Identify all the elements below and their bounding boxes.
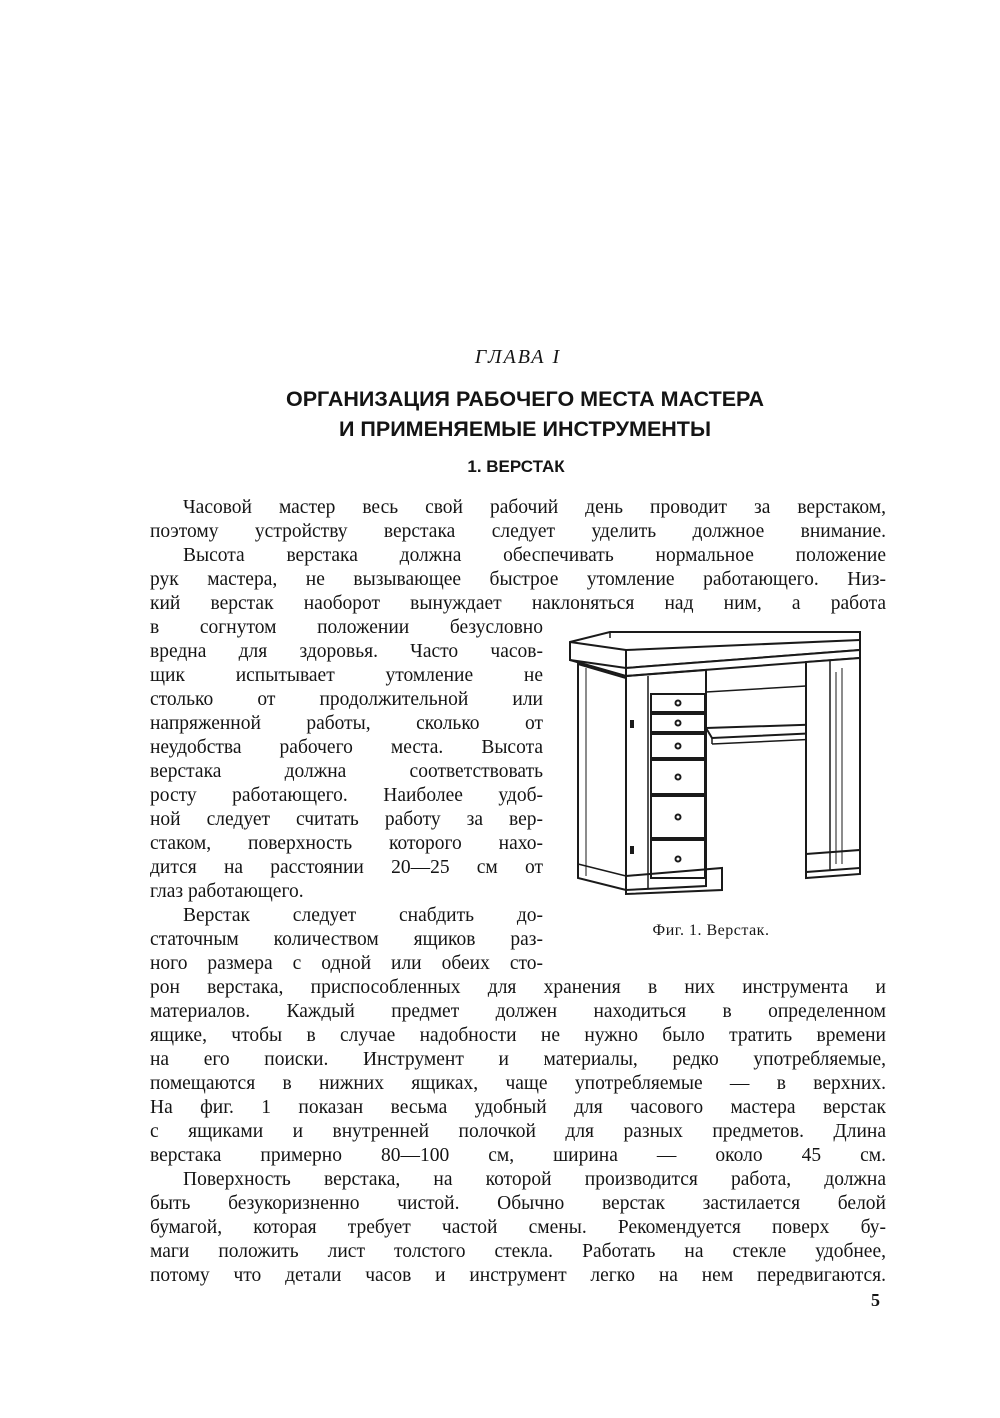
text-line: кий верстак наоборот вынуждает наклоняться над ним, а работа (150, 593, 886, 614)
text-line: в согнутом положении безусловно (150, 617, 543, 638)
text-line: неудобства рабочего места. Высота (150, 737, 543, 758)
text-line: помещаются в нижних ящиках, чаще употребляемые — в верхних. (150, 1073, 886, 1094)
text-line: быть безукоризненно чистой. Обычно верстак застилается белой (150, 1193, 886, 1214)
text-line: ного размера с одной или обеих сто- (150, 953, 543, 974)
text-line: потому что детали часов и инструмент легко на нем передвигаются. (150, 1265, 886, 1286)
text-line: на его поиски. Инструмент и материалы, редко употребляемые, (150, 1049, 886, 1070)
chapter-title-line-1: ОРГАНИЗАЦИЯ РАБОЧЕГО МЕСТА МАСТЕРА (285, 387, 765, 411)
text-line: поэтому устройству верстака следует уделить должное внимание. (150, 521, 886, 542)
text-line: маги положить лист толстого стекла. Работать на стекле удобнее, (150, 1241, 886, 1262)
workbench-figure (566, 628, 864, 908)
figure-caption: Фиг. 1. Верстак. (652, 922, 770, 939)
text-line: ной следует считать работу за вер- (150, 809, 543, 830)
chapter-title-line-2: И ПРИМЕНЯЕМЫЕ ИНСТРУМЕНТЫ (338, 417, 711, 441)
chapter-title (0, 384, 1000, 444)
page-number: 5 (871, 1290, 880, 1310)
text-line: вредна для здоровья. Часто часов- (150, 641, 543, 662)
text-line: Высота верстака должна обеспечивать нормальное положение (183, 545, 886, 566)
text-line: щик испытывает утомление не (150, 665, 543, 686)
text-line: рук мастера, не вызывающее быстрое утомление работающего. Низ- (150, 569, 886, 590)
text-line: верстака должна соответствовать (150, 761, 543, 782)
text-line: столько от продолжительной или (150, 689, 543, 710)
text-line: дится на расстоянии 20—25 см от (150, 857, 543, 878)
text-line: стаком, поверхность которого нахо- (150, 833, 543, 854)
text-line: рон верстака, приспособленных для хранения в них инструмента и (150, 977, 886, 998)
text-line: статочным количеством ящиков раз- (150, 929, 543, 950)
text-line: напряженной работы, сколько от (150, 713, 543, 734)
text-line: ящике, чтобы в случае надобности не нужно было тратить времени (150, 1025, 886, 1046)
text-line: глаз работающего. (150, 881, 304, 902)
chapter-label: ГЛАВА I (474, 346, 562, 368)
text-line: верстака примерно 80—100 см, ширина — около 45 см. (150, 1145, 886, 1166)
text-line: с ящиками и внутренней полочкой для разных предметов. Длина (150, 1121, 886, 1142)
text-line: бумагой, которая требует частой смены. Рекомендуется поверх бу- (150, 1217, 886, 1238)
workbench-illustration (566, 628, 864, 908)
section-title: 1. ВЕРСТАК (467, 457, 565, 476)
text-line: Верстак следует снабдить до- (183, 905, 543, 926)
text-line: материалов. Каждый предмет должен находиться в определенном (150, 1001, 886, 1022)
text-line: Поверхность верстака, на которой производится работа, должна (183, 1169, 886, 1190)
text-line: Часовой мастер весь свой рабочий день проводит за верстаком, (183, 497, 886, 518)
text-line: росту работающего. Наиболее удоб- (150, 785, 543, 806)
text-line: На фиг. 1 показан весьма удобный для часового мастера верстак (150, 1097, 886, 1118)
